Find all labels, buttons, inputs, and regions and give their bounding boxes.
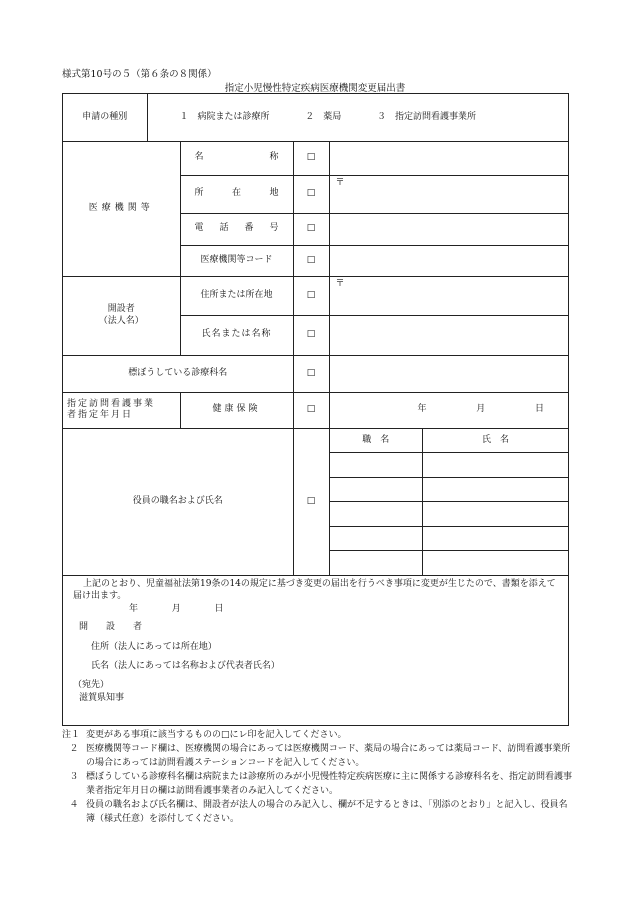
postal-mark: 〒 [335, 177, 345, 188]
form-table [63, 94, 568, 735]
officer-entry-row [330, 551, 569, 575]
officer-name-field[interactable] [423, 526, 569, 551]
decl-month-label: 月 [171, 603, 181, 614]
founder-address-label: 住所または所在地 [180, 276, 293, 315]
specialty-checkbox[interactable]: □ [293, 355, 329, 392]
form-number: 様式第10号の５（第６条の８関係） [62, 69, 217, 80]
visiting-nursing-row [63, 392, 568, 428]
officer-entry-row [330, 477, 569, 502]
medical-name-label: 名 称 [180, 141, 293, 175]
medical-location-checkbox[interactable]: □ [293, 175, 329, 213]
application-form [62, 93, 569, 726]
day-label: 日 [535, 404, 545, 415]
option-pharmacy: ２ 薬局 [305, 111, 342, 122]
founder-name-checkbox[interactable]: □ [293, 315, 329, 355]
medical-institution-label: 医療機関等 [63, 141, 180, 276]
declaration-date[interactable] [129, 603, 562, 616]
officers-row [63, 428, 568, 575]
col-name-header: 氏 名 [423, 429, 569, 453]
application-type-options[interactable] [147, 94, 568, 141]
officers-table-cell [329, 428, 568, 575]
addressee-label: （宛先） [73, 680, 110, 691]
medical-code-checkbox[interactable]: □ [293, 245, 329, 276]
decl-name-label[interactable]: 氏名（法人にあっては名称および代表者氏名） [91, 661, 280, 672]
medical-code-field[interactable] [329, 245, 568, 276]
medical-name-row [63, 141, 568, 175]
decl-address-label[interactable]: 住所（法人にあっては所在地） [91, 641, 217, 652]
decl-day-label: 日 [214, 603, 224, 614]
officer-entry-row [330, 526, 569, 551]
officer-title-field[interactable] [330, 551, 423, 575]
designation-date-field[interactable] [329, 392, 568, 428]
option-visiting-nursing: ３ 指定訪問看護事業所 [377, 111, 477, 122]
declaration-cell [63, 575, 568, 735]
medical-phone-field[interactable] [329, 213, 568, 245]
officer-name-field[interactable] [423, 477, 569, 502]
officer-entry-row [330, 502, 569, 527]
note-3: ３ 標ぼうしている診療科名欄は病院または診療所のみが小児慢性特定疾病医療に主に関係する診療科名を、指定訪問看護事業者指定年月日の欄は訪問看護事業者のみ記入してください。 [69, 771, 573, 796]
officer-title-field[interactable] [330, 502, 423, 527]
medical-code-label: 医療機関等コード [180, 245, 293, 276]
officer-title-field[interactable] [330, 526, 423, 551]
medical-location-field[interactable] [329, 175, 568, 213]
declaration-row [63, 575, 568, 735]
officers-table [330, 429, 569, 575]
officers-label: 役員の職名および氏名 [63, 428, 293, 575]
specialty-row [63, 355, 568, 392]
specialty-field[interactable] [329, 355, 568, 392]
health-insurance-label: 健康保険 [180, 392, 293, 428]
form-title: 指定小児慢性特定疾病医療機関変更届出書 [224, 83, 406, 94]
officer-title-field[interactable] [330, 453, 423, 478]
officer-title-field[interactable] [330, 477, 423, 502]
visiting-nursing-checkbox[interactable]: □ [293, 392, 329, 428]
specialty-label: 標ぼうしている診療科名 [63, 355, 293, 392]
medical-phone-checkbox[interactable]: □ [293, 213, 329, 245]
medical-name-field[interactable] [329, 141, 568, 175]
medical-phone-label: 電話番号 [180, 213, 293, 245]
founder-address-field[interactable] [329, 276, 568, 315]
medical-location-label: 所在地 [180, 175, 293, 213]
founder-address-row [63, 276, 568, 315]
visiting-nursing-label: 指定訪問看護事業 者指定年月日 [63, 392, 180, 428]
officer-name-field[interactable] [423, 551, 569, 575]
declaration-text: 上記のとおり、児童福祉法第19条の14の規定に基づき変更の届出を行うべき事項に変更が生じたので、書類を添えて届け出ます。 [73, 578, 556, 602]
officers-header-row [330, 429, 569, 453]
year-label: 年 [417, 404, 427, 415]
officer-name-field[interactable] [423, 453, 569, 478]
officers-checkbox[interactable]: □ [293, 428, 329, 575]
application-type-label: 申請の種別 [63, 94, 147, 141]
founder-name-field[interactable] [329, 315, 568, 355]
decl-founder-label: 開 設 者 [79, 622, 143, 633]
note-4: ４ 役員の職名および氏名欄は、開設者が法人の場合のみ記入し、欄が不足するときは、「別添のとおり」と記入し、役員名簿（様式任意）を添付してください。 [69, 799, 568, 824]
postal-mark: 〒 [335, 278, 345, 289]
founder-address-checkbox[interactable]: □ [293, 276, 329, 315]
founder-label: 開設者 （法人名） [63, 276, 180, 355]
notes-section [62, 729, 572, 827]
decl-year-label: 年 [129, 603, 139, 614]
officer-entry-row [330, 453, 569, 478]
officer-name-field[interactable] [423, 502, 569, 527]
medical-name-checkbox[interactable]: □ [293, 141, 329, 175]
month-label: 月 [476, 404, 486, 415]
col-title-header: 職 名 [330, 429, 423, 453]
founder-name-label: 氏名または名称 [180, 315, 293, 355]
note-2: ２ 医療機関等コード欄は、医療機関の場合にあっては医療機関コード、薬局の場合にあっては薬局コード、訪問看護事業所の場合にあっては訪問看護ステーションコードを記入してください。 [69, 743, 571, 768]
application-type-row [63, 94, 568, 141]
option-hospital: １ 病院または診療所 [179, 111, 270, 122]
note-1: 注１ 変更がある事項に該当するものの□にレ印を記入してください。 [62, 730, 347, 740]
governor-label: 滋賀県知事 [79, 692, 125, 703]
